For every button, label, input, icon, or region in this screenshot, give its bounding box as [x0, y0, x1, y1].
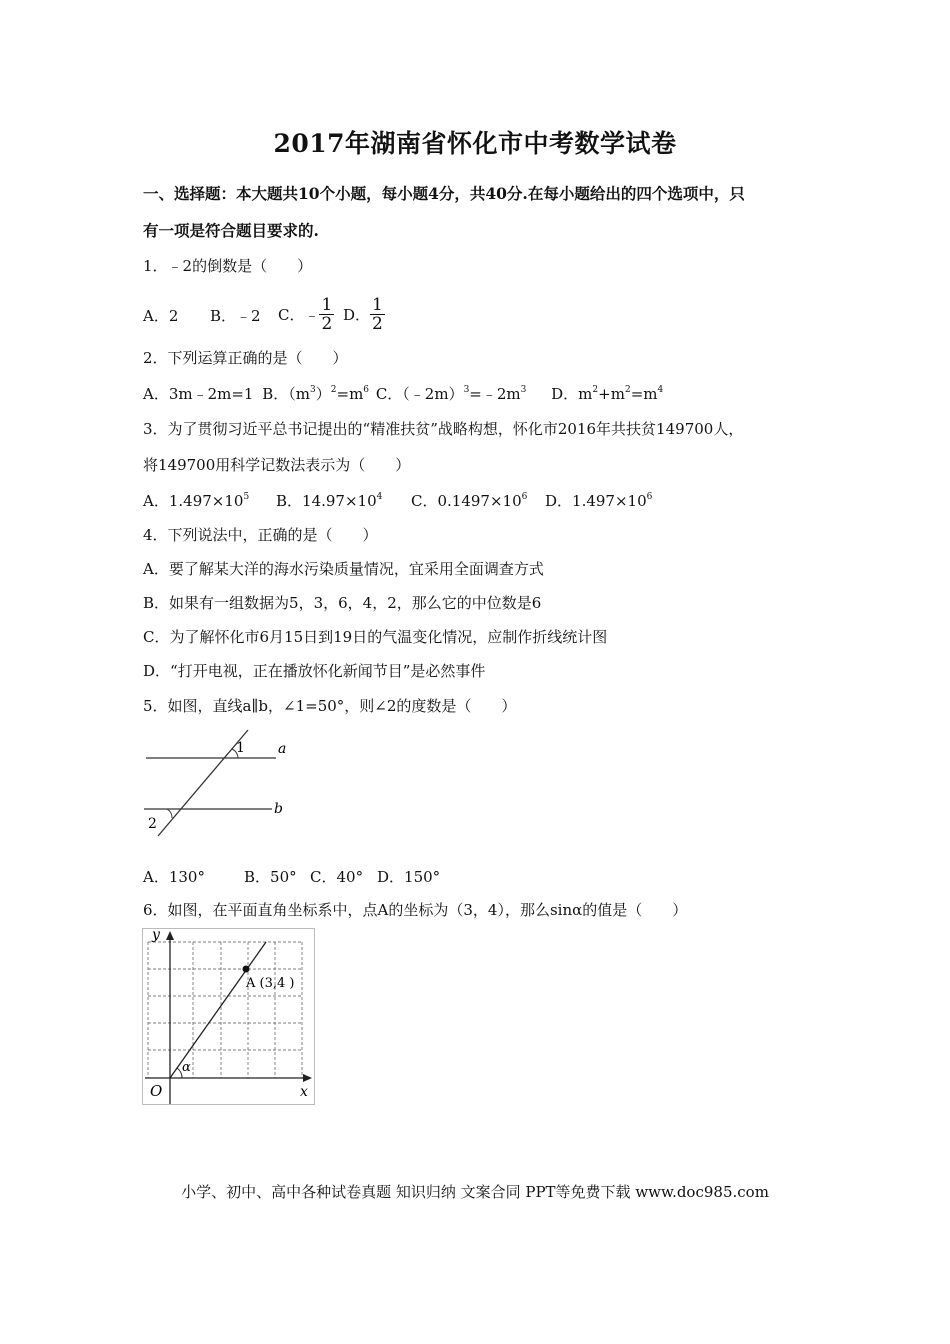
- superscript: 6: [521, 492, 528, 502]
- question-1-option-d: [343, 296, 385, 333]
- question-2-option-b: [262, 385, 369, 403]
- origin-label: O: [150, 1082, 163, 1100]
- question-5-option-d: D．150°: [377, 868, 441, 886]
- question-3-option-b: [276, 490, 382, 511]
- text: B．（m: [262, 385, 311, 403]
- question-5-option-c: C．40°: [310, 868, 364, 886]
- superscript: 6: [363, 385, 370, 395]
- superscript: 4: [376, 492, 383, 502]
- superscript: 2: [592, 385, 599, 395]
- coordinate-grid-figure: [142, 928, 316, 1106]
- question-1-option-a: A．2: [143, 307, 179, 325]
- question-3-option-a: [143, 490, 249, 511]
- question-6-stem: 6．如图，在平面直角坐标系中，点A的坐标为（3，4），那么sinα的值是（ ）: [143, 901, 688, 919]
- superscript: 6: [646, 492, 653, 502]
- fraction-one-half: [319, 296, 334, 333]
- line-b-label: b: [274, 801, 283, 817]
- text: +m: [598, 385, 625, 403]
- footer-text: 小学、初中、高中各种试卷真题 知识归纳 文案合同 PPT等免费下载 www.doc985.com: [181, 1183, 769, 1201]
- text: =﹣2m: [469, 385, 521, 403]
- text: =m: [336, 385, 364, 403]
- superscript: 4: [657, 385, 664, 395]
- section-heading-line2: 有一项是符合题目要求的.: [143, 221, 319, 240]
- transversal-line: [158, 730, 248, 836]
- text: C．0.1497×10: [411, 492, 522, 510]
- parallel-lines-figure: [140, 728, 300, 838]
- question-4-option-a: A．要了解某大洋的海水污染质量情况，宜采用全面调查方式: [143, 560, 544, 578]
- question-5-option-a: A．130°: [143, 868, 205, 886]
- question-1-option-d-prefix: D．: [343, 306, 371, 324]
- question-4-option-c: C．为了解怀化市6月15日到19日的气温变化情况，应制作折线统计图: [143, 628, 608, 646]
- fraction-one-half: [370, 296, 385, 333]
- fraction-numerator: 1: [372, 295, 383, 315]
- question-2-option-a: A．3m﹣2m=1: [143, 385, 254, 403]
- question-2-options: [143, 383, 663, 404]
- question-1-option-c-prefix: C．﹣: [278, 306, 320, 324]
- superscript: 2: [624, 385, 631, 395]
- question-2-stem: 2．下列运算正确的是（ ）: [143, 349, 348, 367]
- text: ）: [315, 385, 331, 403]
- text: D．1.497×10: [545, 492, 647, 510]
- question-3-option-c: [411, 490, 527, 511]
- question-4-stem: 4．下列说法中，正确的是（ ）: [143, 526, 378, 544]
- question-3-stem-line1: 3．为了贯彻习近平总书记提出的“精准扶贫”战略构想，怀化市2016年共扶贫149700人，: [143, 420, 744, 438]
- question-1-option-c: [278, 296, 334, 333]
- question-2-option-d: [551, 385, 663, 403]
- superscript: 2: [330, 385, 337, 395]
- page-title: 2017年湖南省怀化市中考数学试卷: [273, 129, 677, 158]
- fraction-denominator: 2: [372, 314, 383, 334]
- alpha-label: α: [182, 1060, 191, 1075]
- superscript: 3: [310, 385, 316, 395]
- question-3-option-d: [545, 490, 652, 511]
- text: C．（﹣2m）: [375, 385, 464, 403]
- question-5-stem: 5．如图，直线a∥b，∠1=50°，则∠2的度数是（ ）: [143, 697, 517, 715]
- superscript: 3: [520, 385, 527, 395]
- angle-1-label: 1: [236, 740, 245, 756]
- superscript: 3: [463, 385, 470, 395]
- fraction-denominator: 2: [321, 314, 333, 334]
- question-4-option-d: D．“打开电视，正在播放怀化新闻节目”是必然事件: [143, 662, 486, 680]
- point-a-label: A (3,4 ): [246, 976, 295, 991]
- text: D．m: [551, 385, 593, 403]
- question-1-stem: 1．﹣2的倒数是（ ）: [143, 257, 313, 275]
- fraction-numerator: 1: [321, 295, 333, 315]
- text: A．1.497×10: [143, 492, 244, 510]
- line-a-label: a: [278, 741, 287, 757]
- angle-2-arc: [167, 809, 172, 818]
- text: =m: [630, 385, 658, 403]
- question-1-option-b: B．﹣2: [210, 307, 261, 325]
- question-3-stem-line2: 将149700用科学记数法表示为（ ）: [143, 456, 411, 474]
- question-4-option-b: B．如果有一组数据为5，3，6，4，2，那么它的中位数是6: [143, 594, 542, 612]
- question-2-option-c: [376, 385, 527, 403]
- y-axis-label: y: [152, 928, 160, 943]
- angle-2-label: 2: [148, 816, 157, 832]
- point-a-dot: [243, 966, 250, 973]
- x-axis-label: x: [300, 1084, 308, 1100]
- question-5-option-b: B．50°: [244, 868, 297, 886]
- superscript: 5: [243, 492, 250, 502]
- section-heading-line1: 一、选择题：本大题共10个小题，每小题4分，共40分.在每小题给出的四个选项中，只: [143, 184, 745, 203]
- text: B．14.97×10: [276, 492, 377, 510]
